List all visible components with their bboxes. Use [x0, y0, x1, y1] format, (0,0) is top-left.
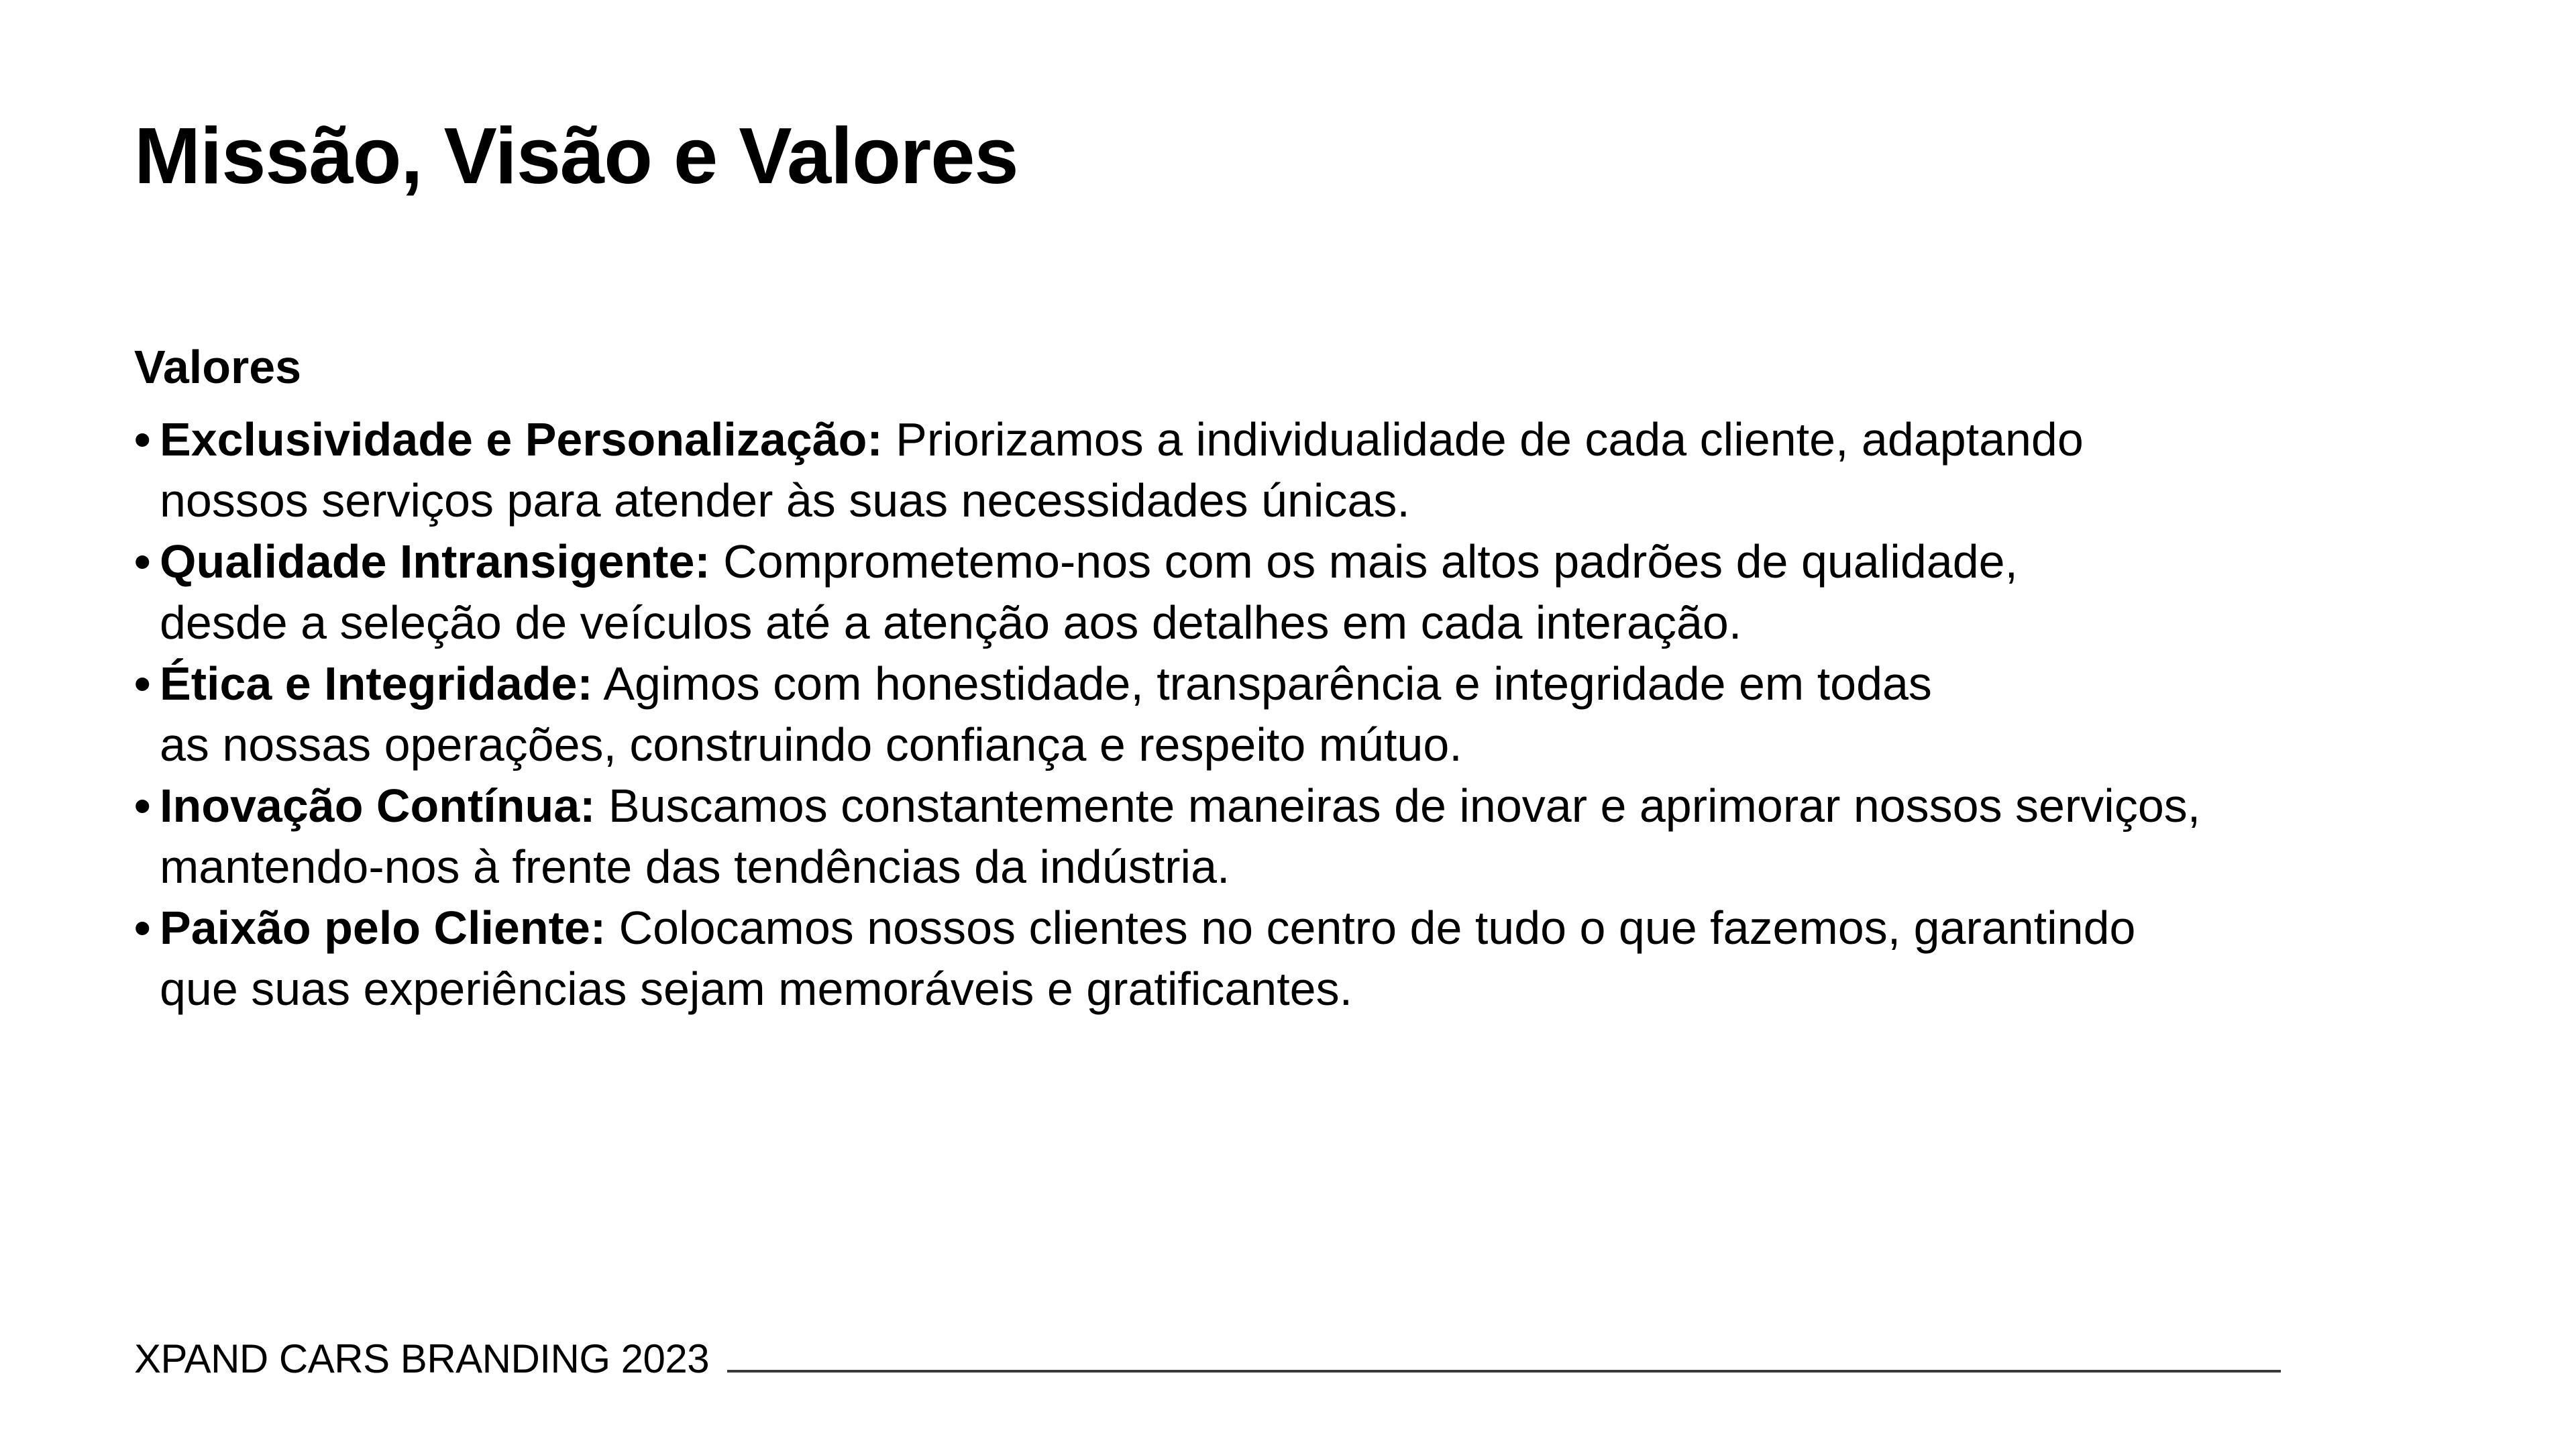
value-description-continued: nossos serviços para atender às suas necessidades únicas. — [160, 474, 1410, 527]
value-description-continued: as nossas operações, construindo confiança e respeito mútuo. — [160, 718, 1462, 771]
value-description: Priorizamos a individualidade de cada cliente, adaptando — [882, 413, 2084, 466]
value-name: Ética e Integridade: — [160, 657, 593, 710]
value-description-continued: que suas experiências sejam memoráveis e gratificantes. — [160, 963, 1353, 1015]
value-description-continued: mantendo-nos à frente das tendências da indústria. — [160, 841, 1230, 893]
values-heading: Valores — [134, 341, 302, 393]
value-item-inovacao — [134, 775, 2402, 898]
page-title: Missão, Visão e Valores — [134, 111, 1018, 201]
value-item-etica — [134, 653, 2402, 775]
value-name: Paixão pelo Cliente: — [160, 902, 606, 954]
values-list — [134, 409, 2402, 1020]
value-item-paixao — [134, 898, 2402, 1020]
value-line-1 — [160, 898, 2402, 959]
value-description: Agimos com honestidade, transparência e integridade em todas — [592, 657, 1932, 710]
value-line-1 — [160, 531, 2402, 592]
value-description-continued: desde a seleção de veículos até a atenção aos detalhes em cada interação. — [160, 596, 1742, 649]
value-name: Inovação Contínua: — [160, 780, 596, 832]
value-line-1 — [160, 653, 2402, 714]
footer-brand-text: XPAND CARS BRANDING 2023 — [134, 1336, 710, 1381]
value-name: Exclusividade e Personalização: — [160, 413, 883, 466]
bullet-icon: • — [134, 657, 151, 710]
value-name: Qualidade Intransigente: — [160, 535, 710, 588]
value-line-1 — [160, 409, 2402, 470]
value-description: Buscamos constantemente maneiras de inovar e aprimorar nossos serviços, — [595, 780, 2201, 832]
bullet-icon: • — [134, 413, 151, 466]
value-item-exclusividade — [134, 409, 2402, 531]
value-description: Comprometemo-nos com os mais altos padrões de qualidade, — [710, 535, 2019, 588]
footer — [134, 1336, 2281, 1381]
value-description: Colocamos nossos clientes no centro de tudo o que fazemos, garantindo — [606, 902, 2136, 954]
footer-divider — [727, 1370, 2281, 1373]
bullet-icon: • — [134, 535, 151, 588]
value-line-1 — [160, 775, 2402, 837]
bullet-icon: • — [134, 902, 151, 954]
value-item-qualidade — [134, 531, 2402, 653]
bullet-icon: • — [134, 780, 151, 832]
